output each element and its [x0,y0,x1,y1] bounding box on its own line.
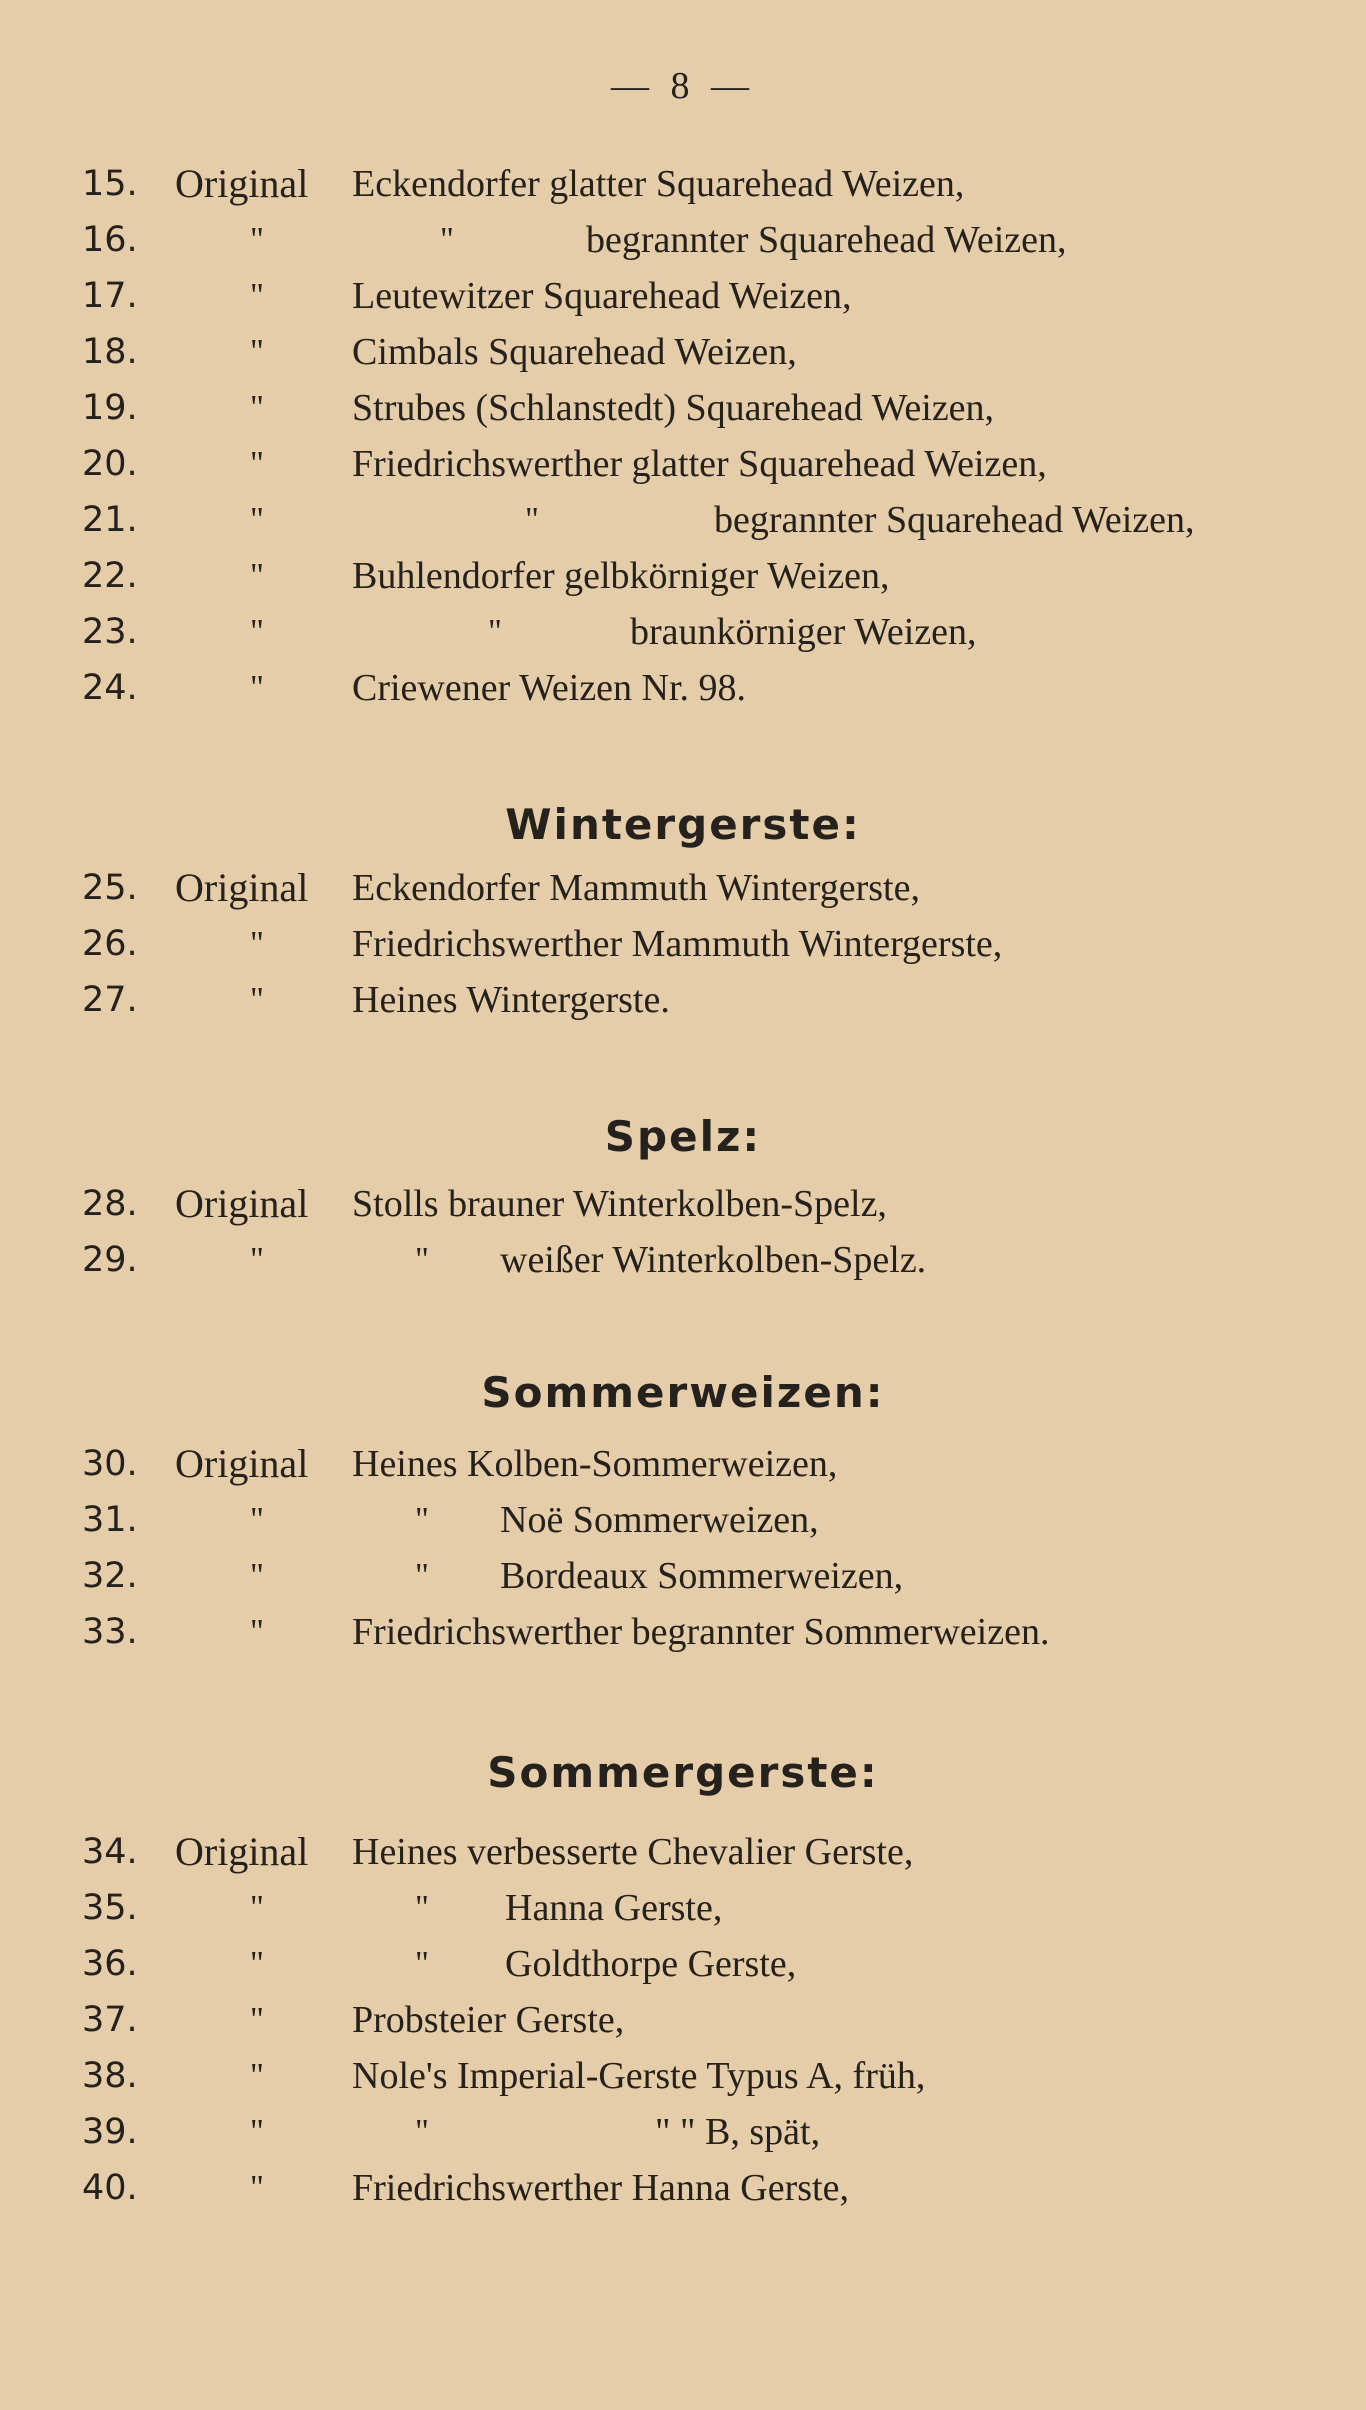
heading-wintergerste: Wintergerste: [505,800,861,849]
entry-number: 36. [82,1944,138,1984]
list-item [0,324,1366,380]
ditto-mark: " [250,2169,264,2206]
ditto-mark: " [250,445,264,482]
ditto-mark: " [415,1889,429,1926]
ditto-mark: " [250,557,264,594]
list-item [0,972,1366,1028]
entry-number: 18. [82,332,138,372]
entry-prefix: Original [175,1441,309,1486]
ditto-mark: " [250,2001,264,2038]
entry-name: Strubes (Schlanstedt) Squarehead Weizen, [352,387,995,429]
ditto-mark: " [250,333,264,370]
entry-name: Nole's Imperial-Gerste Typus A, früh, [352,2055,926,2097]
entry-number: 24. [82,668,138,708]
page-number: — 8 — [611,65,755,107]
list-item [0,1232,1366,1288]
list-item [0,1604,1366,1660]
ditto-mark: " [250,613,264,650]
ditto-mark: " [250,669,264,706]
list-item [0,2048,1366,2104]
entry-number: 28. [82,1184,138,1224]
ditto-mark: " [250,1889,264,1926]
entry-prefix: Original [175,1181,309,1226]
entry-name: braunkörniger Weizen, [630,611,977,653]
list-item [0,436,1366,492]
ditto-mark: " [250,389,264,426]
entry-name: Friedrichswerther glatter Squarehead Weizen, [352,443,1047,485]
list-item [0,156,1366,212]
entry-number: 37. [82,2000,138,2040]
entry-name: Bordeaux Sommerweizen, [500,1555,904,1597]
ditto-mark: " [415,1501,429,1538]
list-item [0,492,1366,548]
entry-name: Heines Wintergerste. [352,979,670,1021]
entry-name: Noë Sommerweizen, [500,1499,819,1541]
list-item [0,1936,1366,1992]
ditto-mark: " [250,501,264,538]
ditto-mark: " [250,1945,264,1982]
entry-name: Buhlendorfer gelbkörniger Weizen, [352,555,890,597]
list-item [0,2104,1366,2160]
entry-name: Cimbals Squarehead Weizen, [352,331,797,373]
list-item [0,916,1366,972]
entry-number: 30. [82,1444,138,1484]
entry-prefix: Original [175,1829,309,1874]
ditto-mark: " [250,981,264,1018]
entry-number: 15. [82,164,138,204]
ditto-mark: " [415,1945,429,1982]
entry-number: 23. [82,612,138,652]
list-item [0,1880,1366,1936]
entry-number: 27. [82,980,138,1020]
list-item [0,1824,1366,1880]
entry-name: Heines verbesserte Chevalier Gerste, [352,1831,914,1873]
list-item [0,268,1366,324]
entry-name: Goldthorpe Gerste, [505,1943,797,1985]
entry-name: Friedrichswerther begrannter Sommerweizen. [352,1611,1050,1653]
list-item [0,1992,1366,2048]
list-item [0,604,1366,660]
entry-number: 29. [82,1240,138,1280]
entry-name: Heines Kolben-Sommerweizen, [352,1443,838,1485]
ditto-mark: " [415,1557,429,1594]
entry-number: 17. [82,276,138,316]
ditto-mark: " [415,1241,429,1278]
list-item [0,548,1366,604]
entry-number: 26. [82,924,138,964]
ditto-mark: " [440,221,454,258]
ditto-mark: " [488,613,502,650]
list-item [0,1176,1366,1232]
list-item [0,660,1366,716]
list-item [0,1436,1366,1492]
entry-number: 35. [82,1888,138,1928]
entry-number: 25. [82,868,138,908]
entry-number: 32. [82,1556,138,1596]
entry-name: Criewener Weizen Nr. 98. [352,667,747,709]
list-item [0,1548,1366,1604]
entry-number: 21. [82,500,138,540]
entry-name: Eckendorfer glatter Squarehead Weizen, [352,163,965,205]
ditto-mark: " [250,925,264,962]
entry-number: 16. [82,220,138,260]
entry-name: begrannter Squarehead Weizen, [586,219,1067,261]
entry-prefix: Original [175,865,309,910]
entry-name: Friedrichswerther Hanna Gerste, [352,2167,849,2209]
list-item [0,380,1366,436]
entry-number: 38. [82,2056,138,2096]
ditto-mark: " [250,1501,264,1538]
ditto-mark: " [250,1613,264,1650]
entry-name: begrannter Squarehead Weizen, [714,499,1195,541]
entry-prefix: Original [175,161,309,206]
entry-number: 19. [82,388,138,428]
entry-number: 39. [82,2112,138,2152]
entry-name: " " B, spät, [655,2111,821,2153]
ditto-mark: " [250,2057,264,2094]
entry-name: Stolls brauner Winterkolben-Spelz, [352,1183,887,1225]
ditto-mark: " [415,2113,429,2150]
list-item [0,1492,1366,1548]
list-item [0,212,1366,268]
heading-spelz: Spelz: [604,1112,762,1161]
entry-name: Probsteier Gerste, [352,1999,625,2041]
list-item [0,860,1366,916]
entry-number: 22. [82,556,138,596]
entry-number: 40. [82,2168,138,2208]
ditto-mark: " [250,1241,264,1278]
entry-name: Eckendorfer Mammuth Wintergerste, [352,867,920,909]
ditto-mark: " [250,2113,264,2150]
entry-number: 20. [82,444,138,484]
heading-sommerweizen: Sommerweizen: [481,1368,885,1417]
ditto-mark: " [250,1557,264,1594]
entry-number: 33. [82,1612,138,1652]
entry-name: Leutewitzer Squarehead Weizen, [352,275,852,317]
entry-number: 34. [82,1832,138,1872]
entry-number: 31. [82,1500,138,1540]
entry-name: Hanna Gerste, [505,1887,723,1929]
entry-name: Friedrichswerther Mammuth Wintergerste, [352,923,1003,965]
ditto-mark: " [525,501,539,538]
ditto-mark: " [250,277,264,314]
list-item [0,2160,1366,2216]
entry-name: weißer Winterkolben-Spelz. [500,1239,927,1281]
ditto-mark: " [250,221,264,258]
heading-sommergerste: Sommergerste: [487,1748,879,1797]
